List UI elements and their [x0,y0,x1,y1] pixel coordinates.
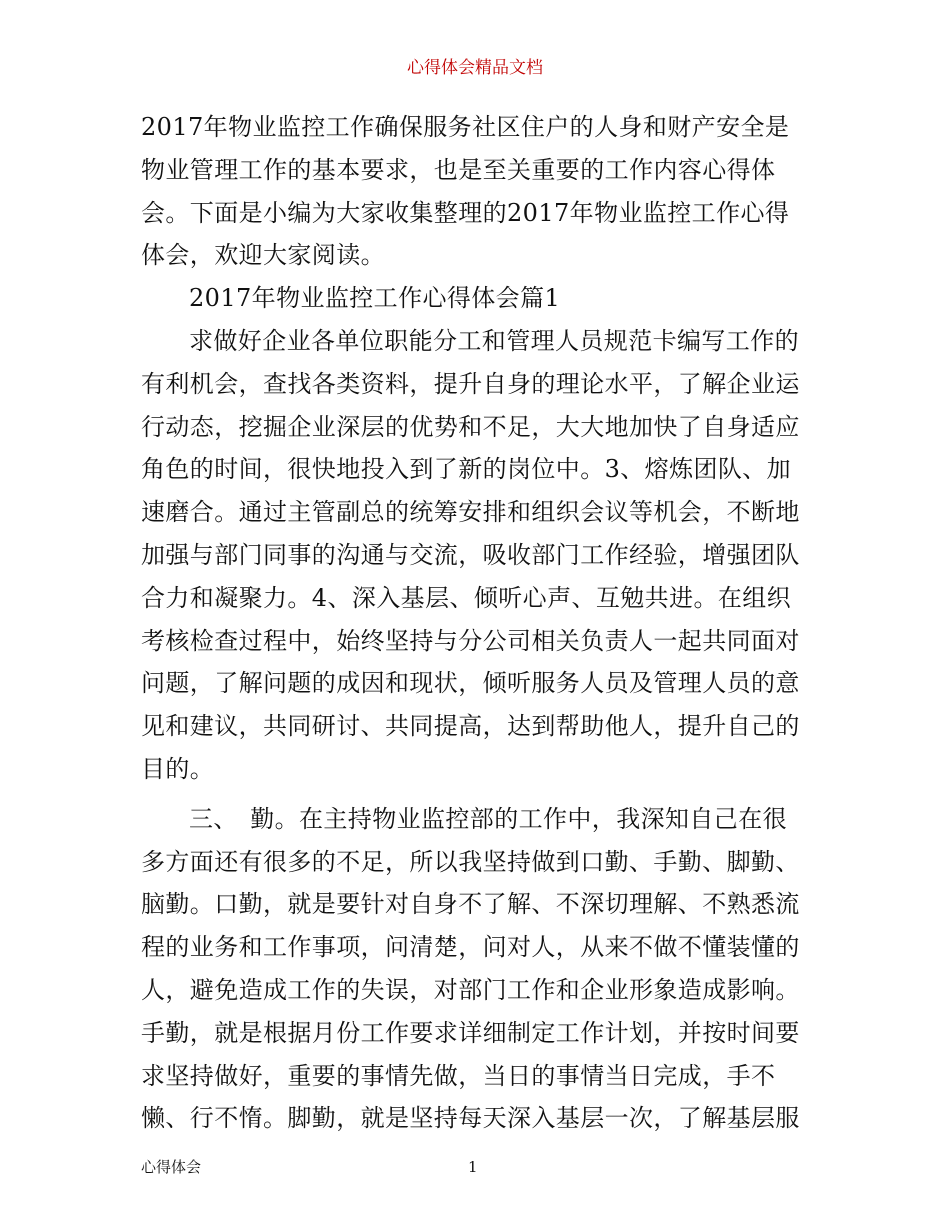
text-line: 人，避免造成工作的失误，对部门工作和企业形象造成影响。 [141,975,800,1004]
text-line: 2017年物业监控工作确保服务社区住户的人身和财产安全是 [141,113,790,141]
text-line: 问题，了解问题的成因和现状，倾听服务人员及管理人员的意 [141,669,800,698]
text-line: 求做好企业各单位职能分工和管理人员规范卡编写工作的 [189,326,799,355]
text-line: 多方面还有很多的不足，所以我坚持做到口勤、手勤、脚勤、 [141,847,800,876]
text-line: 物业管理工作的基本要求，也是至关重要的工作内容心得体 [141,155,776,184]
text-line: 程的业务和工作事项，问清楚，问对人，从来不做不懂装懂的 [141,933,800,962]
text-line: 脑勤。口勤，就是要针对自身不了解、不深切理解、不熟悉流 [141,890,800,919]
text-line: 手勤，就是根据月份工作要求详细制定工作计划，并按时间要 [141,1018,800,1047]
text-line: 三、 勤。在主持物业监控部的工作中，我深知自己在很 [189,804,787,833]
document-body [141,106,817,1140]
document-header: 心得体会精品文档 [407,58,543,78]
text-line: 见和建议，共同研讨、共同提高，达到帮助他人，提升自己的 [141,712,800,741]
text-line: 目的。 [141,754,215,783]
text-line: 考核检查过程中，始终坚持与分公司相关负责人一起共同面对 [141,626,800,655]
text-line: 角色的时间，很快地投入到了新的岗位中。3、熔炼团队、加 [141,455,792,484]
text-line: 懒、行不惰。脚勤，就是坚持每天深入基层一次，了解基层服 [141,1104,800,1133]
section-heading: 2017年物业监控工作心得体会篇1 [189,284,561,313]
text-line: 加强与部门同事的沟通与交流，吸收部门工作经验，增强团队 [141,540,800,569]
text-line: 会。下面是小编为大家收集整理的2017年物业监控工作心得 [141,198,790,227]
footer-label: 心得体会 [141,1158,202,1176]
text-line: 合力和凝聚力。4、深入基层、倾听心声、互勉共进。在组织 [141,583,792,612]
text-line: 速磨合。通过主管副总的统筹安排和组织会议等机会，不断地 [141,498,800,527]
page-number: 1 [468,1158,478,1176]
text-line: 行动态，挖掘企业深层的优势和不足，大大地加快了自身适应 [141,412,800,441]
text-line: 有利机会，查找各类资料，提升自身的理论水平，了解企业运 [141,369,800,398]
text-line: 体会，欢迎大家阅读。 [141,241,385,270]
text-line: 求坚持做好，重要的事情先做，当日的事情当日完成，手不 [141,1061,776,1090]
